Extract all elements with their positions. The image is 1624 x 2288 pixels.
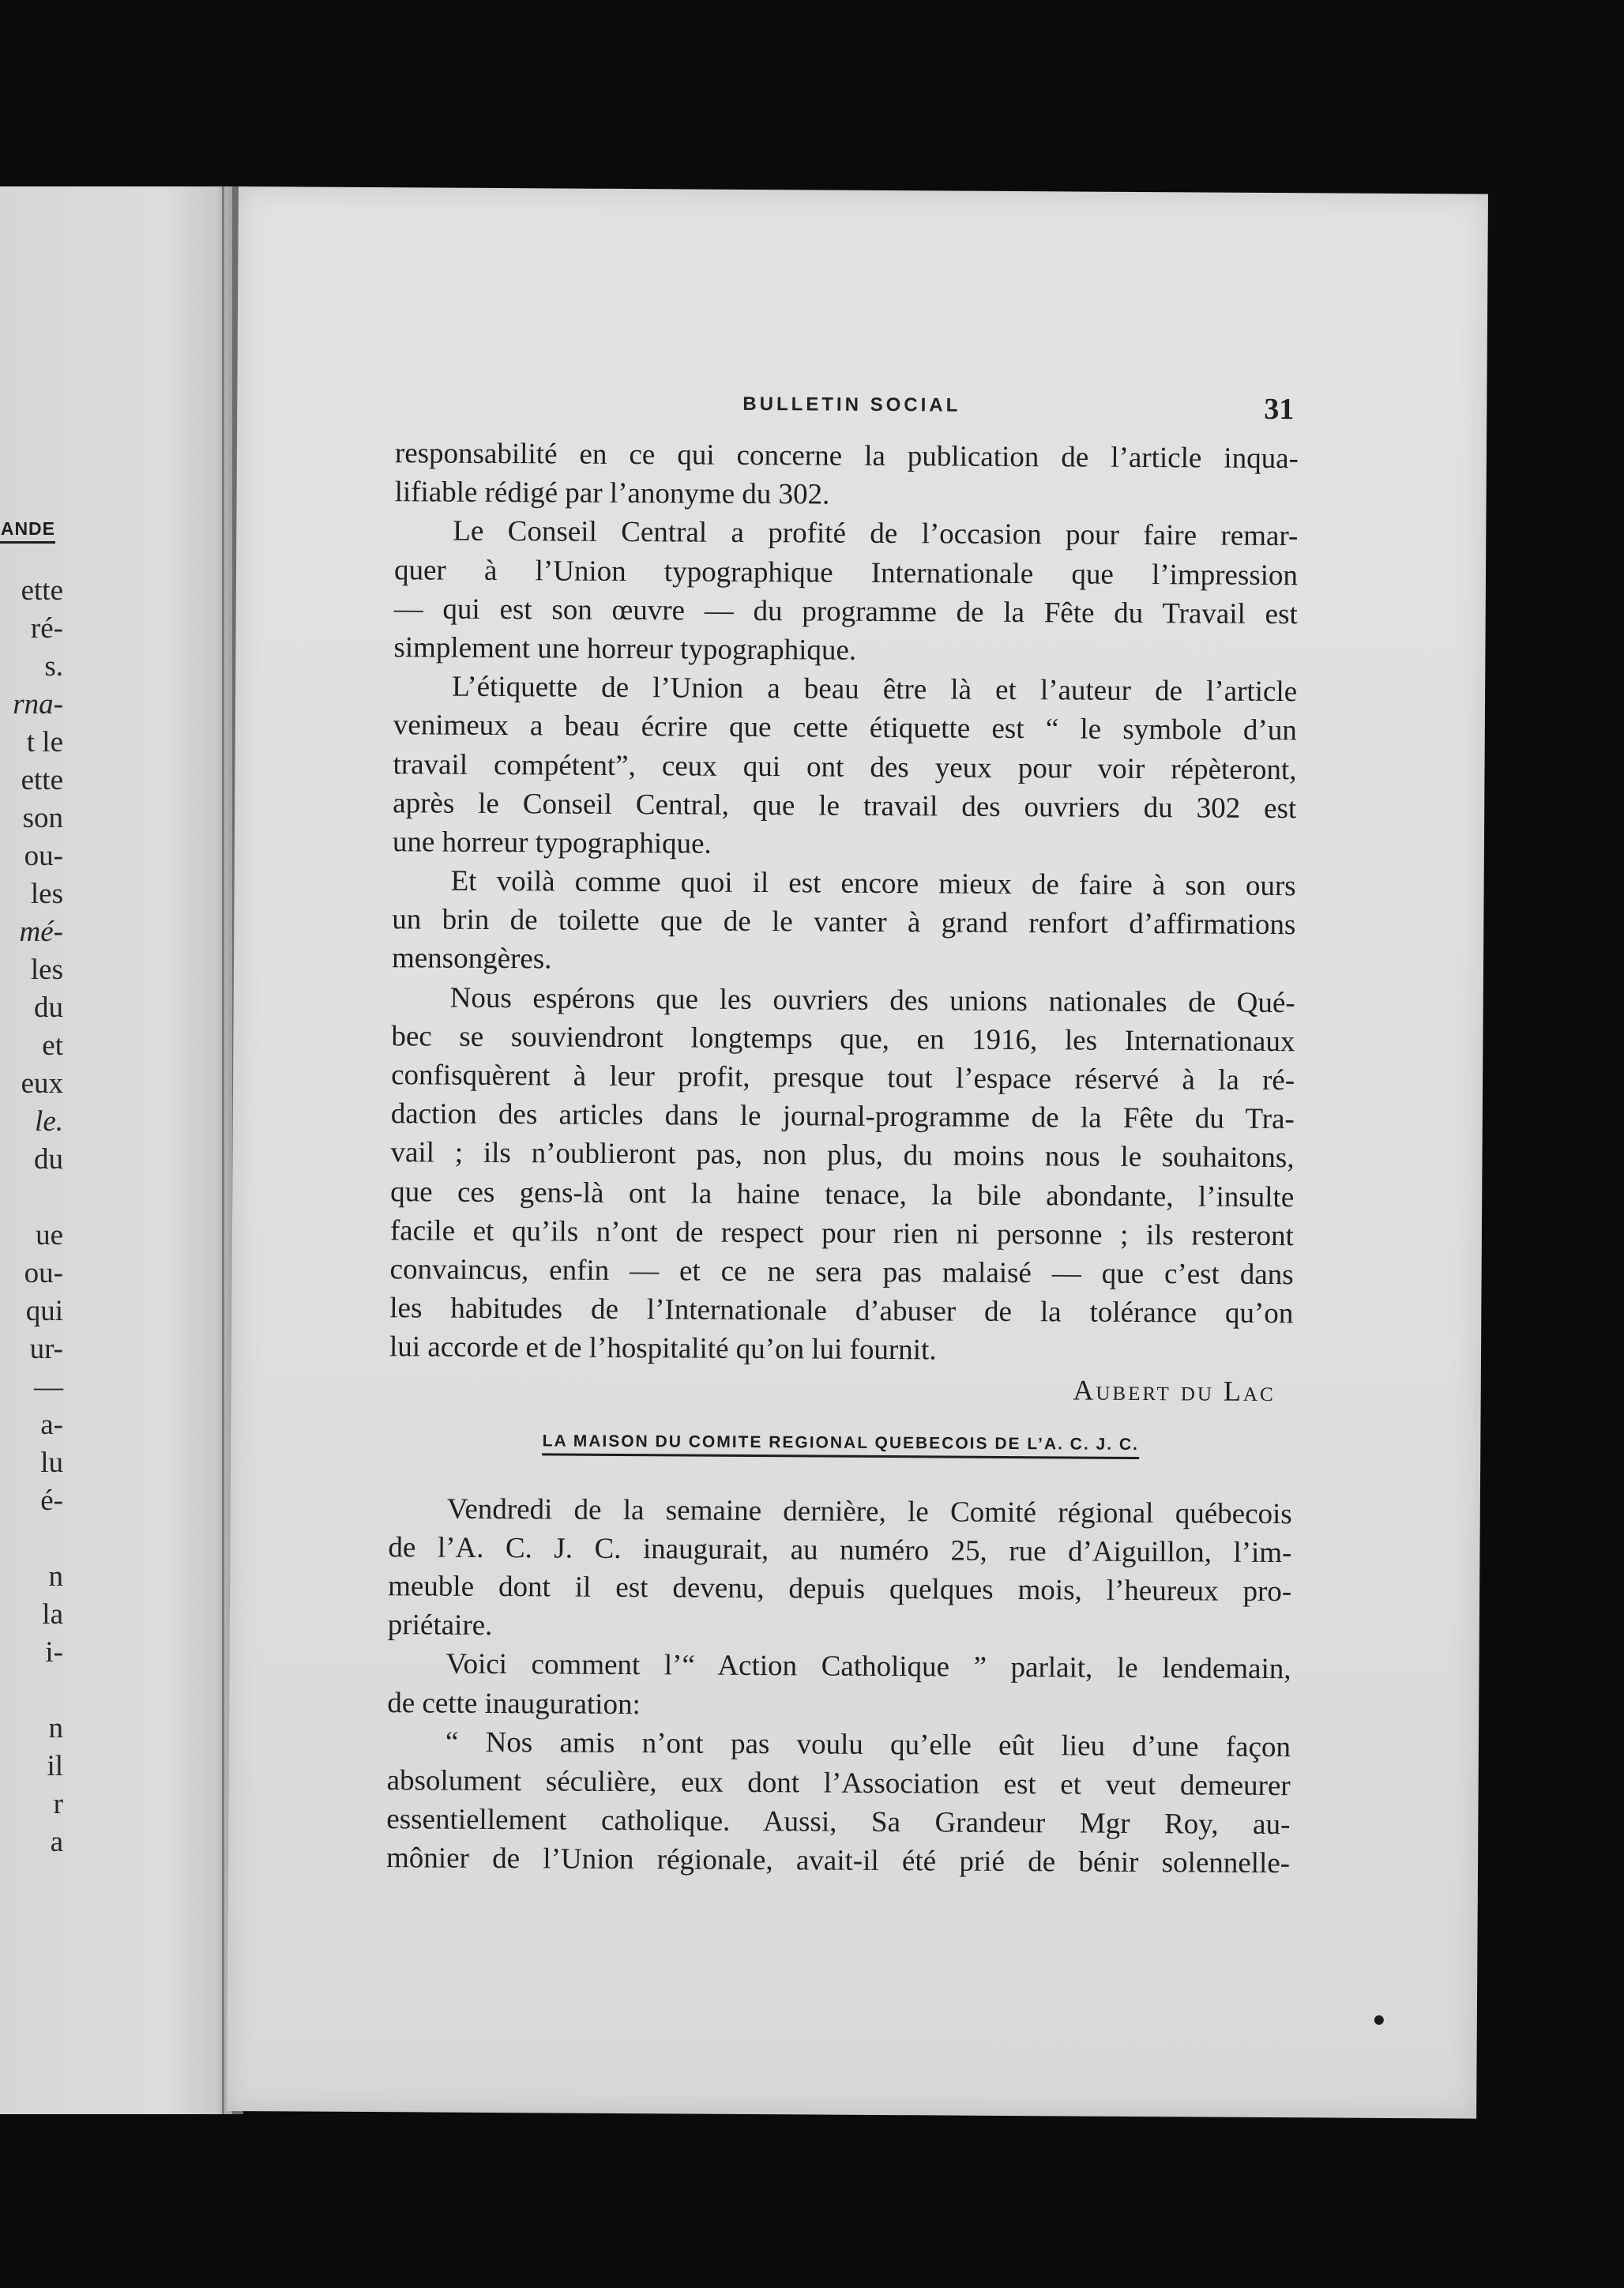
left-line: ue (36, 1219, 63, 1251)
left-line: ette (21, 574, 63, 607)
text-line: les habitudes de l’Internationale d’abuser de la tolérance qu’on (389, 1292, 1294, 1330)
text-line: confisquèrent à leur profit, presque tout l’espace réservé à la ré- (391, 1059, 1295, 1097)
left-line: ou- (24, 1257, 63, 1289)
left-line (0, 1520, 63, 1558)
text-line: bec se souviendront longtemps que, en 1916, les Internationaux (391, 1020, 1295, 1059)
text-line: facile et qu’ils n’ont de respect pour rien ni personne ; ils resteront (389, 1214, 1295, 1252)
text-line: L’étiquette de l’Union a beau être là et l’auteur de l’article (452, 670, 1298, 709)
left-line: son (22, 802, 63, 834)
left-line: le. (35, 1105, 63, 1138)
left-line: s. (44, 650, 63, 683)
left-line: — (34, 1371, 63, 1403)
text-line: lifiable rédigé par l’anonyme du 302. (394, 476, 830, 511)
text-line: Vendredi de la semaine dernière, le Comité régional québecois (446, 1492, 1292, 1530)
text-line: quer à l’Union typographique Internationale que l’impression (393, 553, 1299, 592)
section-heading (389, 1421, 1292, 1465)
text-line: venimeux a beau écrire que cette étiquette est “ le symbole d’un (393, 709, 1297, 747)
left-line: n (48, 1712, 63, 1744)
left-line: n (48, 1560, 63, 1593)
text-line: travail compétent”, ceux qui ont des yeux pour voir répèteront, (393, 747, 1297, 786)
left-line: r (53, 1788, 63, 1820)
left-line: rna- (13, 688, 63, 721)
text-line: lui accorde et de l’hospitalité qu’on lui fournit. (389, 1330, 937, 1367)
page-gutter (222, 186, 224, 2114)
left-page-text-fragments (0, 572, 63, 1861)
text-line: une horreur typographique. (392, 826, 712, 860)
page-number: 31 (1264, 392, 1295, 427)
left-line: du (34, 1143, 63, 1176)
text-line: simplement une horreur typographique. (393, 631, 857, 667)
text-line: — qui est son œuvre — du programme de la Fête du Travail est (393, 592, 1298, 630)
left-line: du (34, 992, 63, 1024)
left-line: lu (40, 1447, 63, 1479)
text-line: responsabilité en ce qui concerne la publication de l’article inqua- (394, 437, 1299, 476)
text-line: de l’A. C. J. C. inaugurait, au numéro 25, rue d’Aiguillon, l’im- (388, 1531, 1292, 1570)
text-line: Nous espérons que les ouvriers des unions nationales de Qué- (449, 981, 1295, 1019)
page-body (386, 434, 1299, 1883)
text-line: après le Conseil Central, que le travail des ouvriers du 302 est (393, 786, 1297, 825)
left-line: a (50, 1826, 63, 1858)
left-line: ette (21, 764, 63, 796)
author-signature: Aubert du Lac (1073, 1373, 1276, 1407)
left-line: i- (45, 1636, 63, 1669)
left-line: et (42, 1029, 63, 1062)
left-line: ur- (29, 1333, 63, 1365)
text-line: priétaire. (387, 1609, 493, 1643)
text-line: Et voilà comme quoi il est encore mieux de faire à son ours (450, 864, 1296, 903)
left-line: la (42, 1598, 63, 1631)
left-line (0, 1672, 63, 1710)
left-line: a- (40, 1409, 63, 1441)
left-line: il (47, 1750, 63, 1782)
text-line: meuble dont il est devenu, depuis quelques mois, l’heureux pro- (388, 1570, 1292, 1609)
text-line: Le Conseil Central a profité de l’occasion pour faire remar- (453, 515, 1299, 553)
left-line: ré- (30, 612, 63, 645)
left-line: mé- (19, 916, 63, 948)
left-page-fragment (0, 186, 235, 2114)
left-line: qui (25, 1295, 63, 1327)
left-line: les (30, 878, 63, 910)
section-heading-text: LA MAISON DU COMITE REGIONAL QUEBECOIS DE L’A. C. J. C. (543, 1432, 1139, 1459)
left-page-header-fragment: ANDE (0, 518, 55, 544)
text-line: Voici comment l’“ Action Catholique ” parlait, le lendemain, (445, 1648, 1291, 1686)
left-line (0, 1179, 63, 1217)
left-line: eux (21, 1067, 63, 1100)
left-line: é- (40, 1485, 63, 1517)
left-line: les (30, 954, 63, 986)
left-line: ou- (24, 840, 63, 872)
text-line: “ Nos amis n’ont pas voulu qu’elle eût lieu d’une façon (445, 1725, 1291, 1764)
text-line: absolument séculière, eux dont l’Association est et veut demeurer (386, 1764, 1291, 1803)
text-line: vail ; ils n’oublieront pas, non plus, du moins nous le souhaitons, (390, 1136, 1295, 1175)
ink-speck (1374, 2015, 1384, 2025)
running-head-title: BULLETIN SOCIAL (742, 393, 961, 416)
left-line: t le (26, 726, 63, 758)
text-line: daction des articles dans le journal-programme de la Fête du Tra- (390, 1097, 1295, 1136)
text-line: convaincus, enfin — et ce ne sera pas malaisé — que c’est dans (389, 1253, 1294, 1292)
text-line: mensongères. (391, 942, 552, 976)
text-line: que ces gens-là ont la haine tenace, la bile abondante, l’insulte (390, 1175, 1295, 1214)
text-line: essentiellement catholique. Aussi, Sa Grandeur Mgr Roy, au- (386, 1803, 1291, 1842)
text-line: mônier de l’Union régionale, avait-il été prié de bénir solennelle- (385, 1842, 1291, 1880)
text-line: un brin de toilette que de le vanter à grand renfort d’affirmations (392, 903, 1296, 942)
running-head (237, 390, 1487, 427)
bulletin-page (227, 186, 1488, 2119)
text-line: de cette inauguration: (387, 1686, 641, 1721)
